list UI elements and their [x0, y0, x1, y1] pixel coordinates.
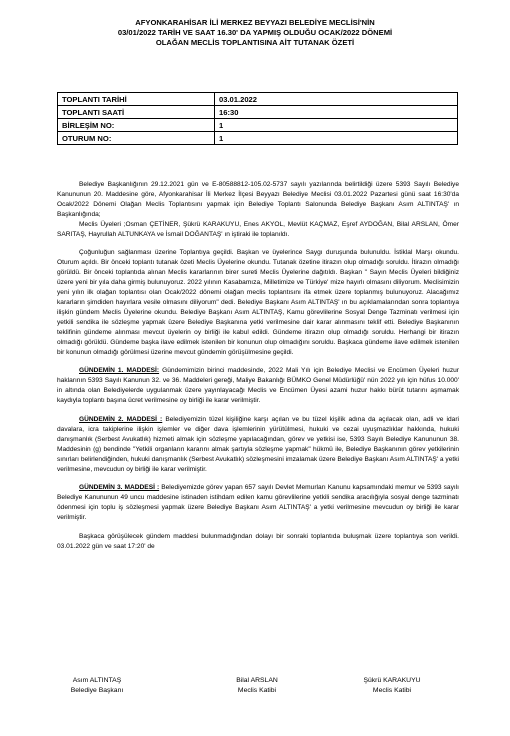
agenda-item-2: [57, 415, 459, 474]
document-title: [20, 18, 490, 49]
minutes-body: [57, 180, 459, 561]
session-number-value: 1: [215, 119, 458, 132]
signature-name: Bilal ARSLAN: [236, 677, 278, 684]
closing-paragraph: Başkaca görüşülecek gündem maddesi bulunmadığından dolayı bir sonraki toplantıda buluşmak üzere toplantıya son verildi. 03.01.2022 gün ve saat 17:20' de: [57, 533, 459, 550]
title-line-2: 03/01/2022 TARİH VE SAAT 16.30' DA YAPMIŞ OLDUĞU OCAK/2022 DÖNEMİ: [117, 28, 393, 38]
agenda-item-3: [57, 483, 459, 523]
proceedings-paragraph: Çoğunluğun sağlanması üzerine Toplantıya geçildi. Başkan ve üyelerince Saygı duruşunda bulunuldu. İstiklal Marşı okundu. Oturum açıldı. Bir önceki toplantı tutanak özeti Meclis Üyelerine okundu. Tutanak özetine itirazın olup olmadığı soruldu. İtirazın olmadığı görüldü. Bir önceki toplantıda alınan Meclis kararlarının birer sureti Meclis Üyelerine dağıtıldı. Başkan " Sayın Meclis Üyeleri bildiğiniz üzere yeni bir yıla daha girmiş bulunuyoruz. 2022 yılının Kasabamıza, Milletimize ve Türkiye' mize hayırlı olmasını diliyorum. Meclisimizin yeni yılın ilk olağan toplantısı olan Ocak/2022 dönemi olağan meclis toplantısını ifa etmek üzere toplanmış bulunuyoruz. Alacağımız kararların şimdiden hayırlara vesile olmasını diliyorum" dedi. Belediye Başkanı Asım ALTINTAŞ' ın bu açıklamalarından sonra toplantıya ilişkin gündem Meclis Üyelerine okundu. Belediye Başkanı Asım ALTINTAŞ, Kamu görevlilerine Sosyal Denge Tazminatı verilmesi için yetkili sendika ile sözleşme yapmak üzere Belediye Başkanına yetki verilmesine dair karar alınmasını teklif etti. Belediye Başkanının teklifinin gündeme alınması mevcut üyelerin oy birliği ile kabul edildi. Gündeme itirazın olup olmadığı soruldu. Herhangi bir itirazın olmadığı görüldü. Gündeme başka ilave edilmek istenilen bir konunun olup olmadığını soruldu. Başkaca gündeme ilave edilmek istenilen bir konunun olmadığı görülmesi üzerine mevcut gündemin görüşülmesine geçildi.: [57, 249, 459, 356]
meeting-time-label: TOPLANTI SAATİ: [58, 106, 215, 119]
session-number-label: BİRLEŞİM NO:: [58, 119, 215, 132]
agenda-item-1-heading: GÜNDEMİN 1. MADDESİ:: [79, 367, 160, 375]
table-row: [58, 132, 458, 145]
signature-role: Meclis Katibi: [372, 687, 412, 694]
table-row: [58, 93, 458, 106]
table-row: [58, 106, 458, 119]
meeting-date-label: TOPLANTI TARİHİ: [58, 93, 215, 106]
signature-clerk-2: [347, 676, 437, 696]
meeting-time-value: 16:30: [215, 106, 458, 119]
meeting-date-value: 03.01.2022: [215, 93, 458, 106]
signature-name: Asım ALTINTAŞ: [72, 677, 122, 684]
sitting-number-label: OTURUM NO:: [58, 132, 215, 145]
meeting-info-table: [57, 92, 458, 145]
members-paragraph: Meclis Üyeleri ;Osman ÇETİNER, Şükrü KARAKUYU, Enes AKYOL, Mevlüt KAÇMAZ, Eşref AYDOĞAN, Bilal ARSLAN, Ömer SARITAŞ, Hayrullah ALTUNKAYA ve İsmail DOĞANTAŞ' ın iştiraki ile toplanıldı.: [57, 220, 459, 238]
signature-name: Şükrü KARAKUYU: [363, 677, 421, 684]
signature-mayor: [57, 676, 137, 696]
title-line-3: OLAĞAN MECLİS TOPLANTISINA AİT TUTANAK ÖZETİ: [155, 38, 355, 48]
intro-paragraph: Belediye Başkanlığının 29.12.2021 gün ve E-80588812-105.02-5737 sayılı yazılarında belirtildiği üzere 5393 Sayılı Belediye Kanununun 20. Maddesine göre, Afyonkarahisar İli Merkez İlçesi Beyyazı Belediye Meclisi 03.01.2022 Pazartesi günü saat 16:30'da Ocak/2022 Dönemi Olağan Meclis Toplantısını yapmak için Belediye Toplantı Salonunda Belediye Başkanı Asım ALTINTAŞ' ın Başkanlığında;: [57, 181, 459, 218]
signature-role: Belediye Başkanı: [70, 687, 124, 694]
agenda-item-2-heading: GÜNDEMİN 2. MADDESİ :: [79, 416, 163, 424]
agenda-item-3-heading: GÜNDEMİN 3. MADDESİ :: [79, 484, 160, 492]
title-line-1: AFYONKARAHİSAR İLİ MERKEZ BEYYAZI BELEDİYE MECLİSİ'NİN: [135, 18, 375, 27]
agenda-item-3-text: Belediyemizde görev yapan 657 sayılı Devlet Memurları Kanunu kapsamındaki memur ve 5393 sayılı Belediye Kanununun 49 uncu maddesine istinaden istihdam edilen kamu görevlilerine yetkili sendika aracılığıyla sosyal denge tazminatı ödenmesi için toplu iş sözleşmesi yapmak üzere Belediye Başkanı Asım ALTINTAŞ' a yetki verilmesine mevcudun oy birliği ile karar verilmiştir.: [57, 484, 459, 522]
agenda-item-1-text: Gündemimizin birinci maddesinde, 2022 Mali Yılı için Belediye Meclisi ve Encümen Üyeleri huzur haklarının 5393 Sayılı Kanunun 32. ve 36. Maddeleri gereği, Maliye Bakanlığı BÜMKO Genel Müdürlüğü' nün 2022 yılı için hüfus 10.000' in altında olan Belediyelerde uygulanmak üzere yayınlayacağı Meclis ve Encümen Üyesi azami huzur hakkı bürüt tutarını aşmamak kaydıyla toplantı başına ücret verilmesine oy birliği ile karar verilmiştir.: [57, 367, 459, 405]
agenda-item-1: [57, 366, 459, 406]
signature-clerk-1: [217, 676, 297, 696]
table-row: [58, 119, 458, 132]
agenda-item-2-text: Belediyemizin tüzel kişiliğine karşı açılan ve bu tüzel kişilik adına da açılacak olan, adli ve idari davalara, icra takiplerine ilişkin işlemler ve diğer dava işlemlerinin yürütülmesi, hukuki ve cezai uyuşmazlıklar hakkında, hukuki danışmanlık (Serbest Avukatlık) hizmeti almak için sözleşme yapılacağından, görev ve yetkisi ise, 5393 Sayılı Belediye Kanununun 38. Maddesinin (g) bendinde "Yetkili organların kararını almak şartıyla sözleşme yapmak" hükmü ile, Belediye Başkanının görev yetkilerinin sınırları belirlendiğinden, hukuki danışmanlık (Serbest Avukatlık) sözleşmesini imzalamak üzere Belediye Başkanı Asım ALTINTAŞ' a yetki verilmesine, mevcudun oy birliği ile karar verilmiştir.: [57, 416, 460, 473]
signature-role: Meclis Katibi: [237, 687, 277, 694]
sitting-number-value: 1: [215, 132, 458, 145]
